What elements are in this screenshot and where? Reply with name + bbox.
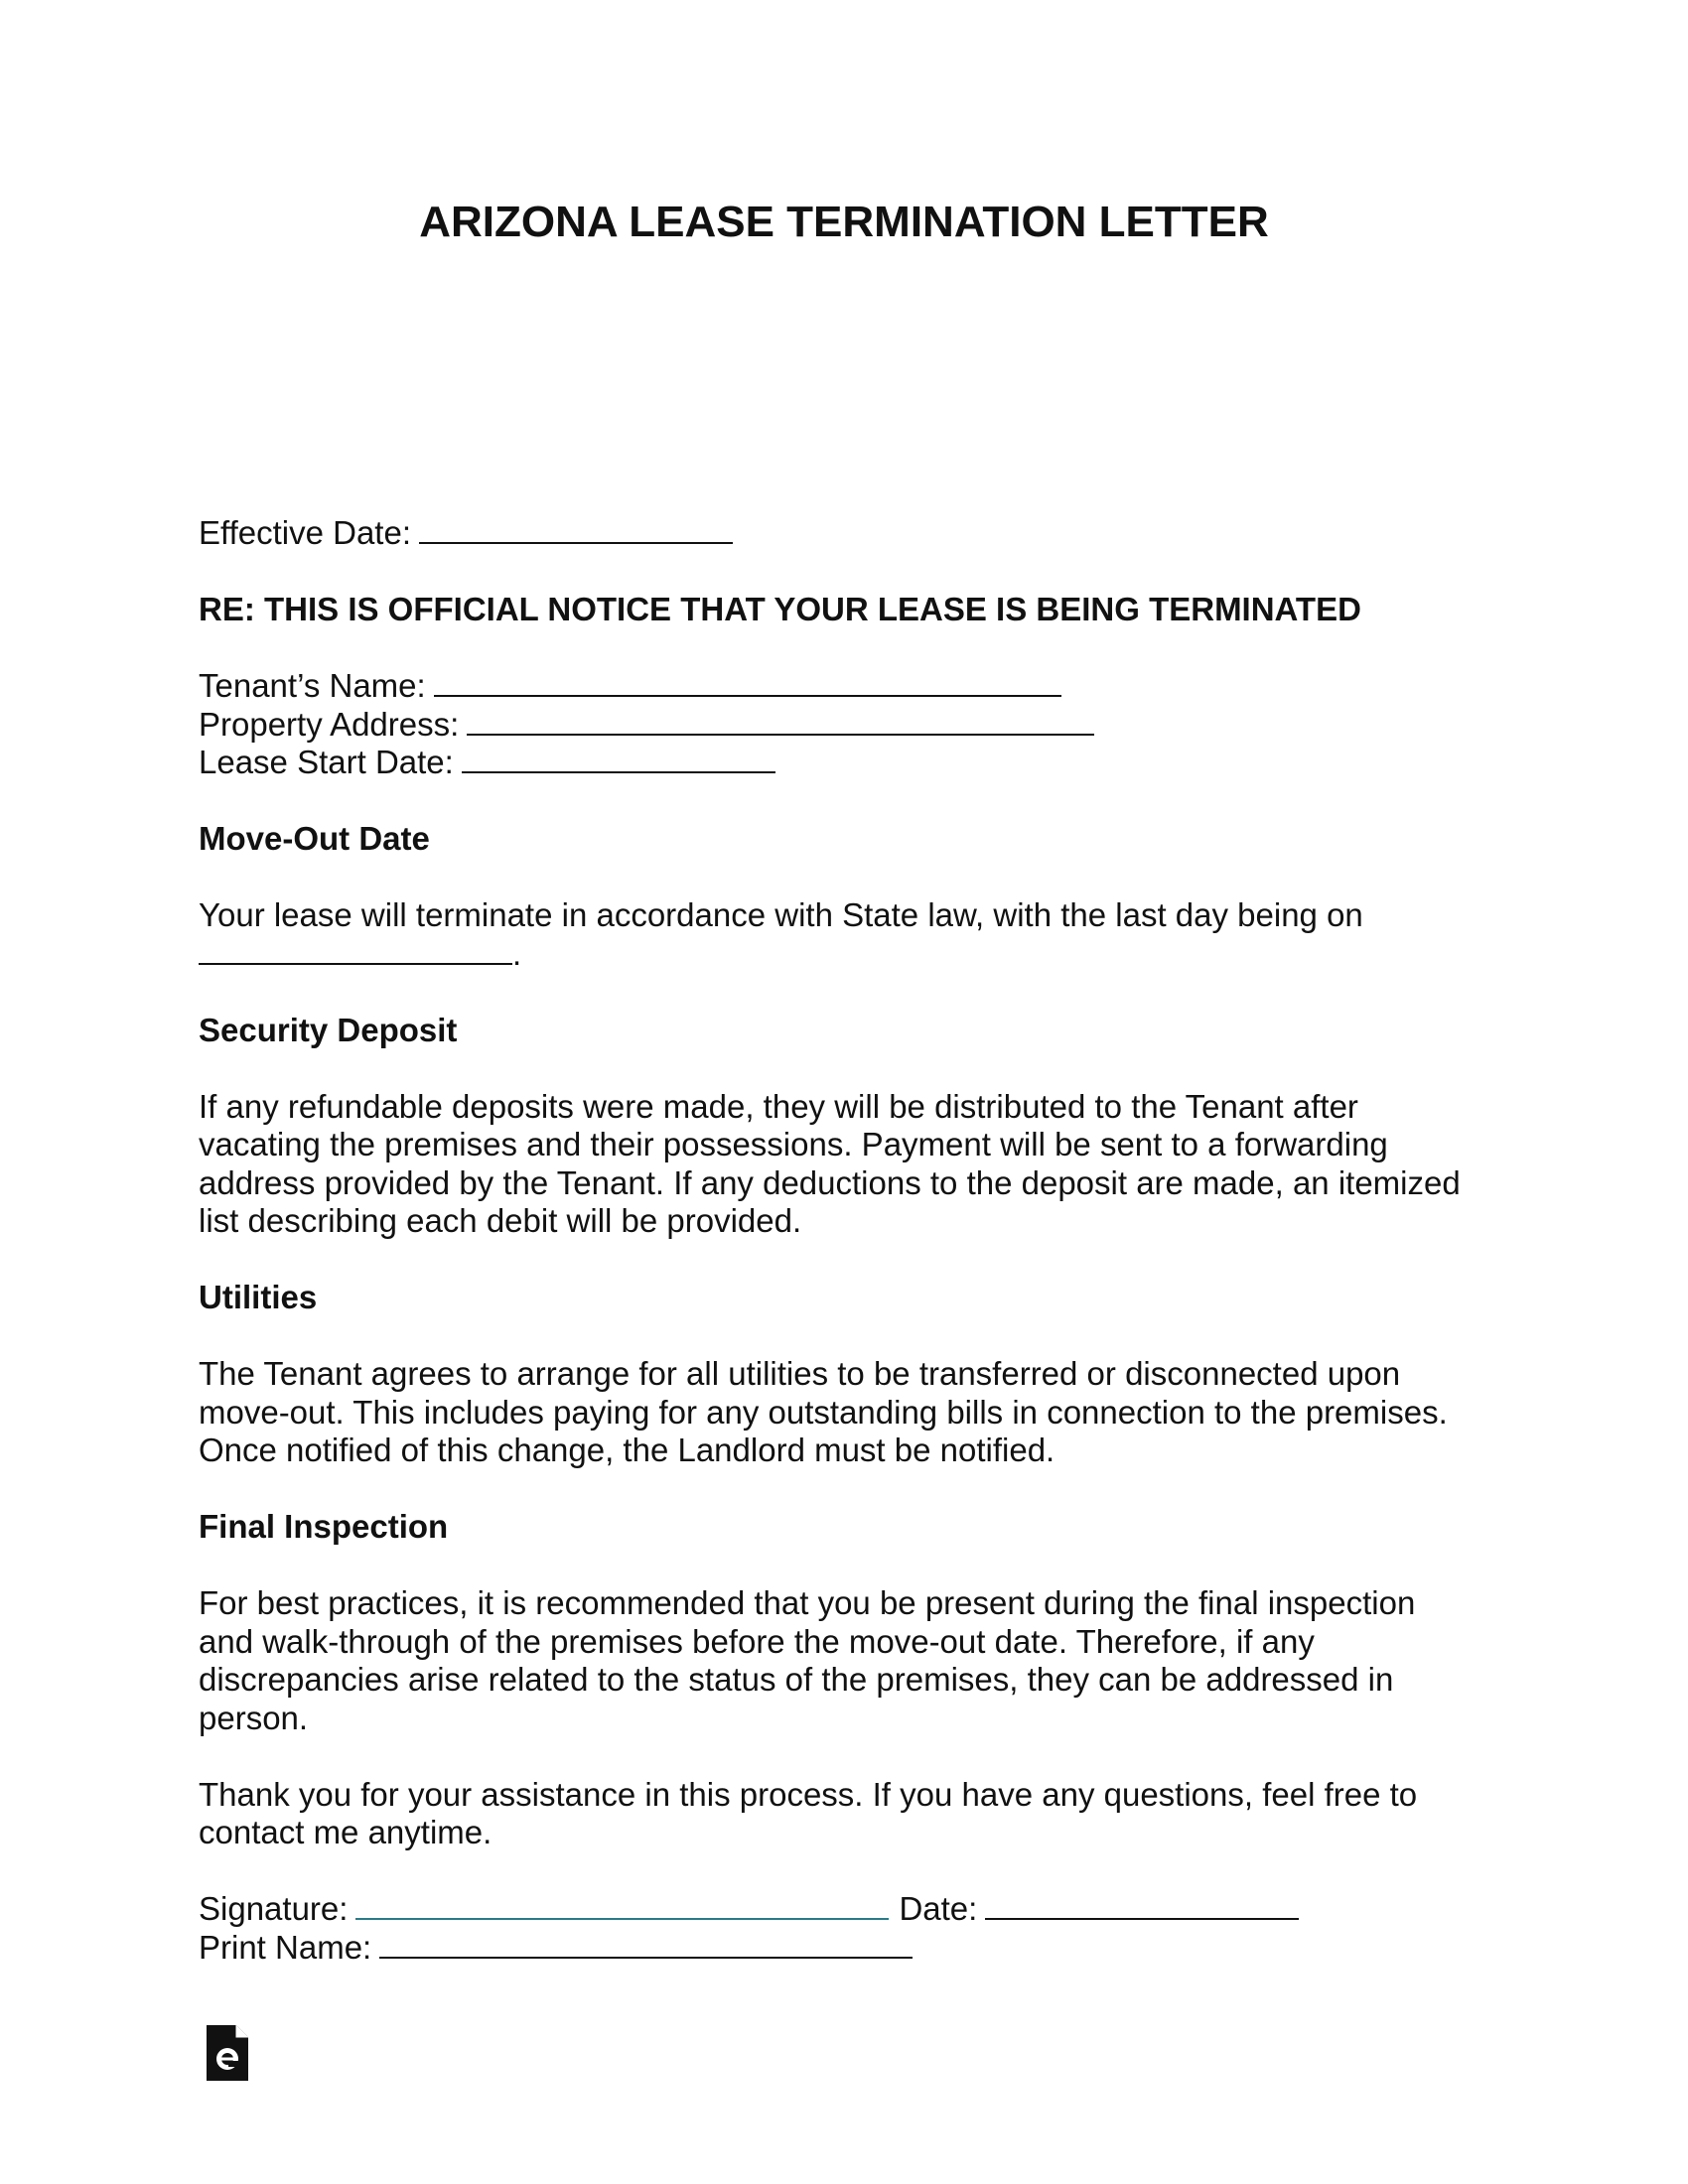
- move-out-date-blank[interactable]: [199, 941, 512, 965]
- re-line: RE: THIS IS OFFICIAL NOTICE THAT YOUR LEASE IS BEING TERMINATED: [199, 591, 1361, 627]
- property-address-label: Property Address:: [199, 705, 460, 743]
- move-out-date-field: [199, 935, 1479, 974]
- security-deposit-line: list describing each debit will be provided.: [199, 1202, 802, 1239]
- document-body: [199, 514, 1479, 1967]
- property-address-field: [199, 706, 1479, 745]
- effective-date-field: [199, 514, 1479, 553]
- print-name-blank[interactable]: [379, 1935, 913, 1959]
- date-label: Date:: [899, 1890, 978, 1927]
- effective-date-label: Effective Date:: [199, 514, 412, 551]
- lease-start-date-label: Lease Start Date:: [199, 744, 454, 780]
- final-inspection-line: discrepancies arise related to the status of the premises, they can be addressed in: [199, 1661, 1394, 1698]
- lease-start-date-blank[interactable]: [462, 750, 775, 773]
- final-inspection-line: and walk-through of the premises before the move-out date. Therefore, if any: [199, 1622, 1315, 1660]
- closing-line: contact me anytime.: [199, 1814, 492, 1850]
- signature-blank[interactable]: [355, 1896, 889, 1920]
- signature-label: Signature:: [199, 1890, 349, 1927]
- eforms-logo-icon: [207, 2025, 248, 2081]
- move-out-period: .: [512, 934, 522, 972]
- tenant-name-blank[interactable]: [434, 673, 1061, 697]
- tenant-name-label: Tenant’s Name:: [199, 667, 426, 704]
- closing-line: Thank you for your assistance in this process. If you have any questions, feel free to: [199, 1775, 1418, 1813]
- utilities-line: The Tenant agrees to arrange for all utilities to be transferred or disconnected upon: [199, 1355, 1401, 1392]
- property-address-blank[interactable]: [467, 712, 1094, 736]
- move-out-body: Your lease will terminate in accordance with State law, with the last day being on: [199, 896, 1363, 933]
- utilities-heading: Utilities: [199, 1279, 318, 1315]
- security-deposit-line: If any refundable deposits were made, they will be distributed to the Tenant after: [199, 1087, 1358, 1125]
- final-inspection-line: person.: [199, 1699, 309, 1736]
- lease-start-date-field: [199, 744, 1479, 782]
- security-deposit-line: vacating the premises and their possessions. Payment will be sent to a forwarding: [199, 1126, 1388, 1162]
- security-deposit-line: address provided by the Tenant. If any deductions to the deposit are made, an itemized: [199, 1163, 1461, 1201]
- signature-row: [199, 1890, 1479, 1929]
- document-title: ARIZONA LEASE TERMINATION LETTER: [419, 198, 1269, 246]
- tenant-name-field: [199, 667, 1479, 706]
- utilities-line: move-out. This includes paying for any outstanding bills in connection to the premises.: [199, 1393, 1448, 1431]
- print-name-row: [199, 1929, 1479, 1968]
- print-name-label: Print Name:: [199, 1928, 372, 1966]
- final-inspection-heading: Final Inspection: [199, 1508, 449, 1545]
- date-blank[interactable]: [985, 1896, 1299, 1920]
- move-out-heading: Move-Out Date: [199, 820, 430, 857]
- utilities-line: Once notified of this change, the Landlord must be notified.: [199, 1432, 1055, 1468]
- security-deposit-heading: Security Deposit: [199, 1011, 458, 1048]
- effective-date-blank[interactable]: [419, 520, 733, 544]
- final-inspection-line: For best practices, it is recommended that you be present during the final inspection: [199, 1584, 1416, 1621]
